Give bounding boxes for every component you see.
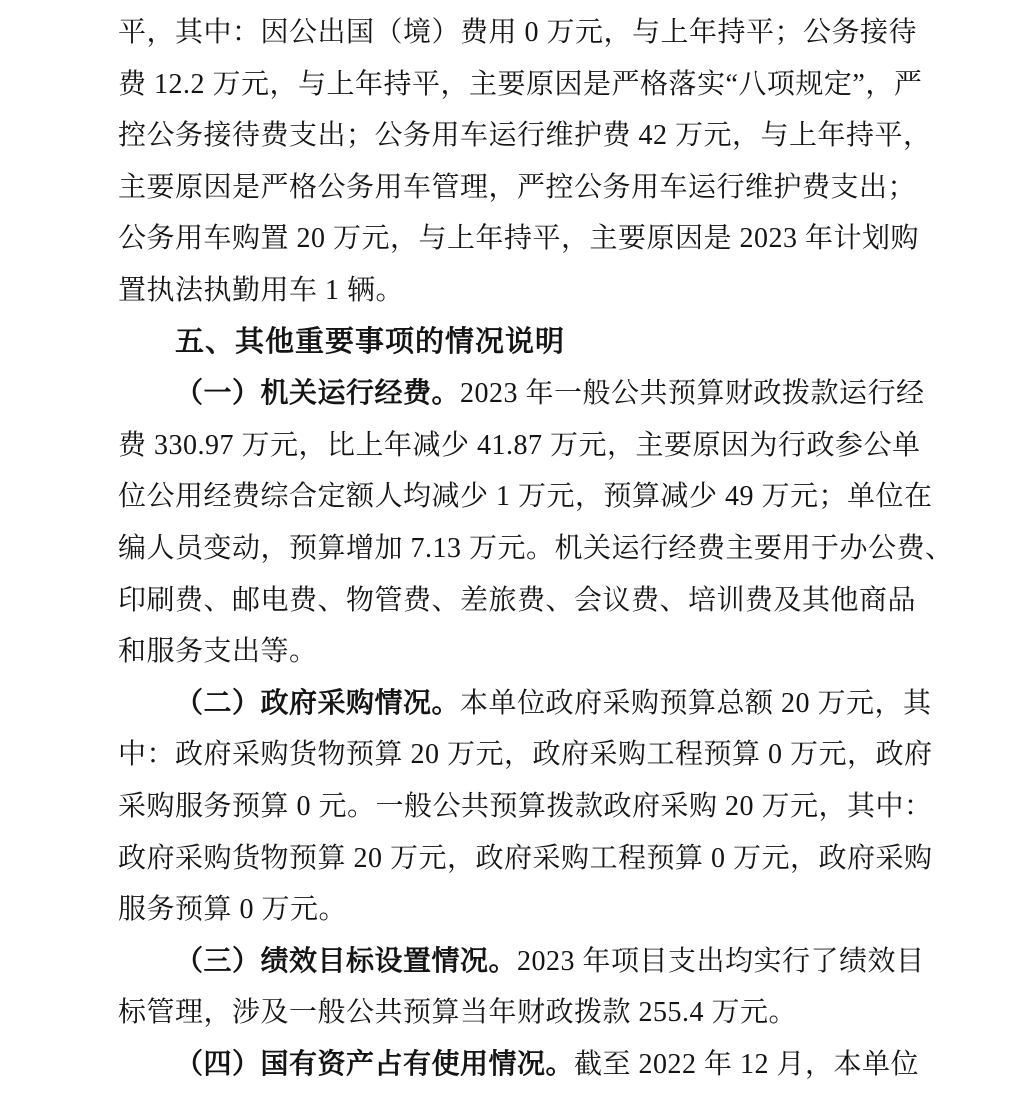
body-line: 编人员变动，预算增加 7.13 万元。机关运行经费主要用于办公费、 — [118, 532, 954, 564]
section-heading: 五、其他重要事项的情况说明 — [175, 325, 566, 358]
body-text: 截至 2022 年 12 月，本单位 — [574, 1048, 920, 1080]
body-line: 位公用经费综合定额人均减少 1 万元，预算减少 49 万元；单位在 — [118, 481, 933, 513]
body-text: 2023 年项目支出均实行了绩效目 — [517, 945, 925, 977]
body-line: 公务用车购置 20 万元，与上年持平，主要原因是 2023 年计划购 — [118, 223, 920, 255]
subsection-title: （一）机关运行经费。 — [175, 378, 461, 410]
body-line: 平，其中：因公出国（境）费用 0 万元，与上年持平；公务接待 — [118, 17, 918, 48]
subsection-title: （三）绩效目标设置情况。 — [175, 945, 518, 977]
paragraph-first-line — [118, 368, 925, 420]
paragraph-first-line — [118, 678, 932, 730]
body-line: 标管理，涉及一般公共预算当年财政拨款 255.4 万元。 — [118, 997, 798, 1029]
paragraph-first-line — [118, 1039, 920, 1091]
body-line: 费 330.97 万元，比上年减少 41.87 万元，主要原因为行政参公单 — [118, 429, 921, 461]
body-line: 采购服务预算 0 元。一般公共预算拨款政府采购 20 万元，其中： — [118, 790, 933, 822]
body-line: 费 12.2 万元，与上年持平，主要原因是严格落实“八项规定”，严 — [118, 68, 923, 100]
body-text: 2023 年一般公共预算财政拨款运行经 — [460, 378, 925, 410]
body-line: 主要原因是严格公务用车管理，严控公务用车运行维护费支出； — [118, 171, 917, 203]
body-line: 中：政府采购货物预算 20 万元，政府采购工程预算 0 万元，政府 — [118, 739, 933, 771]
body-line: 控公务接待费支出；公务用车运行维护费 42 万元，与上年持平， — [118, 120, 932, 152]
body-line: 印刷费、邮电费、物管费、差旅费、会议费、培训费及其他商品 — [118, 584, 917, 616]
subsection-title: （四）国有资产占有使用情况。 — [175, 1048, 575, 1080]
body-line: 置执法执勤用车 1 辆。 — [118, 274, 405, 306]
subsection-title: （二）政府采购情况。 — [175, 687, 461, 719]
body-line: 政府采购货物预算 20 万元，政府采购工程预算 0 万元，政府采购 — [118, 842, 933, 874]
body-line: 和服务支出等。 — [118, 636, 318, 668]
body-text: 本单位政府采购预算总额 20 万元，其 — [460, 687, 932, 719]
body-line: 服务预算 0 万元。 — [118, 894, 348, 926]
paragraph-first-line — [118, 936, 925, 988]
